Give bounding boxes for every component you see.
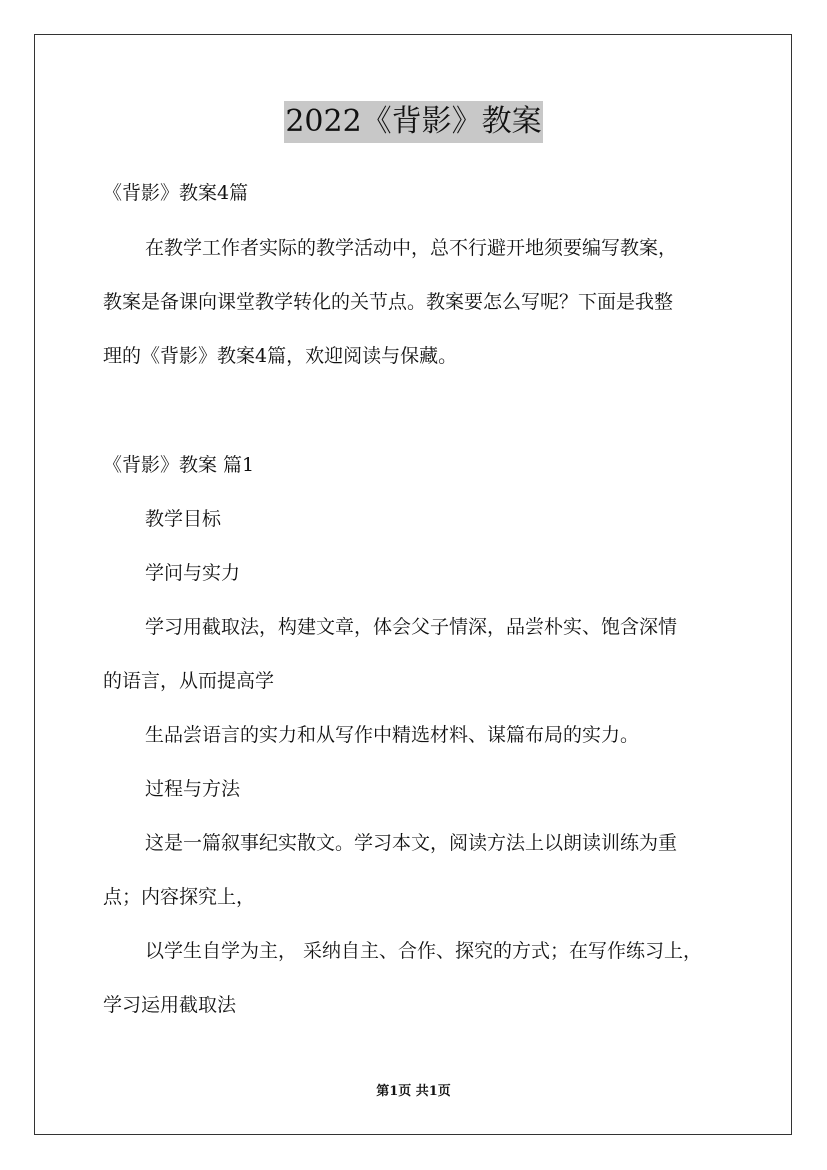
intro-line-3: 理的《背影》教案4篇，欢迎阅读与保藏。 [103, 345, 458, 367]
page-footer: 第1页 共1页 [376, 1084, 451, 1099]
body-line-7: 学习运用截取法 [103, 994, 237, 1016]
body-line-3: 生品尝语言的实力和从写作中精选材料、谋篇布局的实力。 [145, 724, 640, 746]
intro-line-1: 在教学工作者实际的教学活动中，总不行避开地须要编写教案， [145, 237, 678, 259]
body-line-2: 的语言，从而提高学 [103, 670, 275, 692]
document-title [0, 101, 827, 143]
document-title-text: 2022《背影》教案 [284, 101, 542, 143]
intro-line-2: 教案是备课向课堂教学转化的关节点。教案要怎么写呢？下面是我整 [103, 291, 674, 313]
subtitle-line: 《背影》教案4篇 [103, 182, 249, 204]
body-line-4: 这是一篇叙事纪实散文。学习本文，阅读方法上以朗读训练为重 [145, 832, 678, 854]
body-line-1: 学习用截取法，构建文章，体会父子情深，品尝朴实、饱含深情 [145, 616, 678, 638]
section-heading: 《背影》教案 篇1 [103, 454, 255, 476]
body-line-5: 点；内容探究上， [103, 886, 256, 908]
body-line-6: 以学生自学为主， 采纳自主、合作、探究的方式；在写作练习上， [145, 940, 703, 962]
heading-process-method: 过程与方法 [145, 778, 241, 800]
heading-knowledge-ability: 学问与实力 [145, 562, 241, 584]
heading-teaching-goals: 教学目标 [145, 508, 222, 530]
